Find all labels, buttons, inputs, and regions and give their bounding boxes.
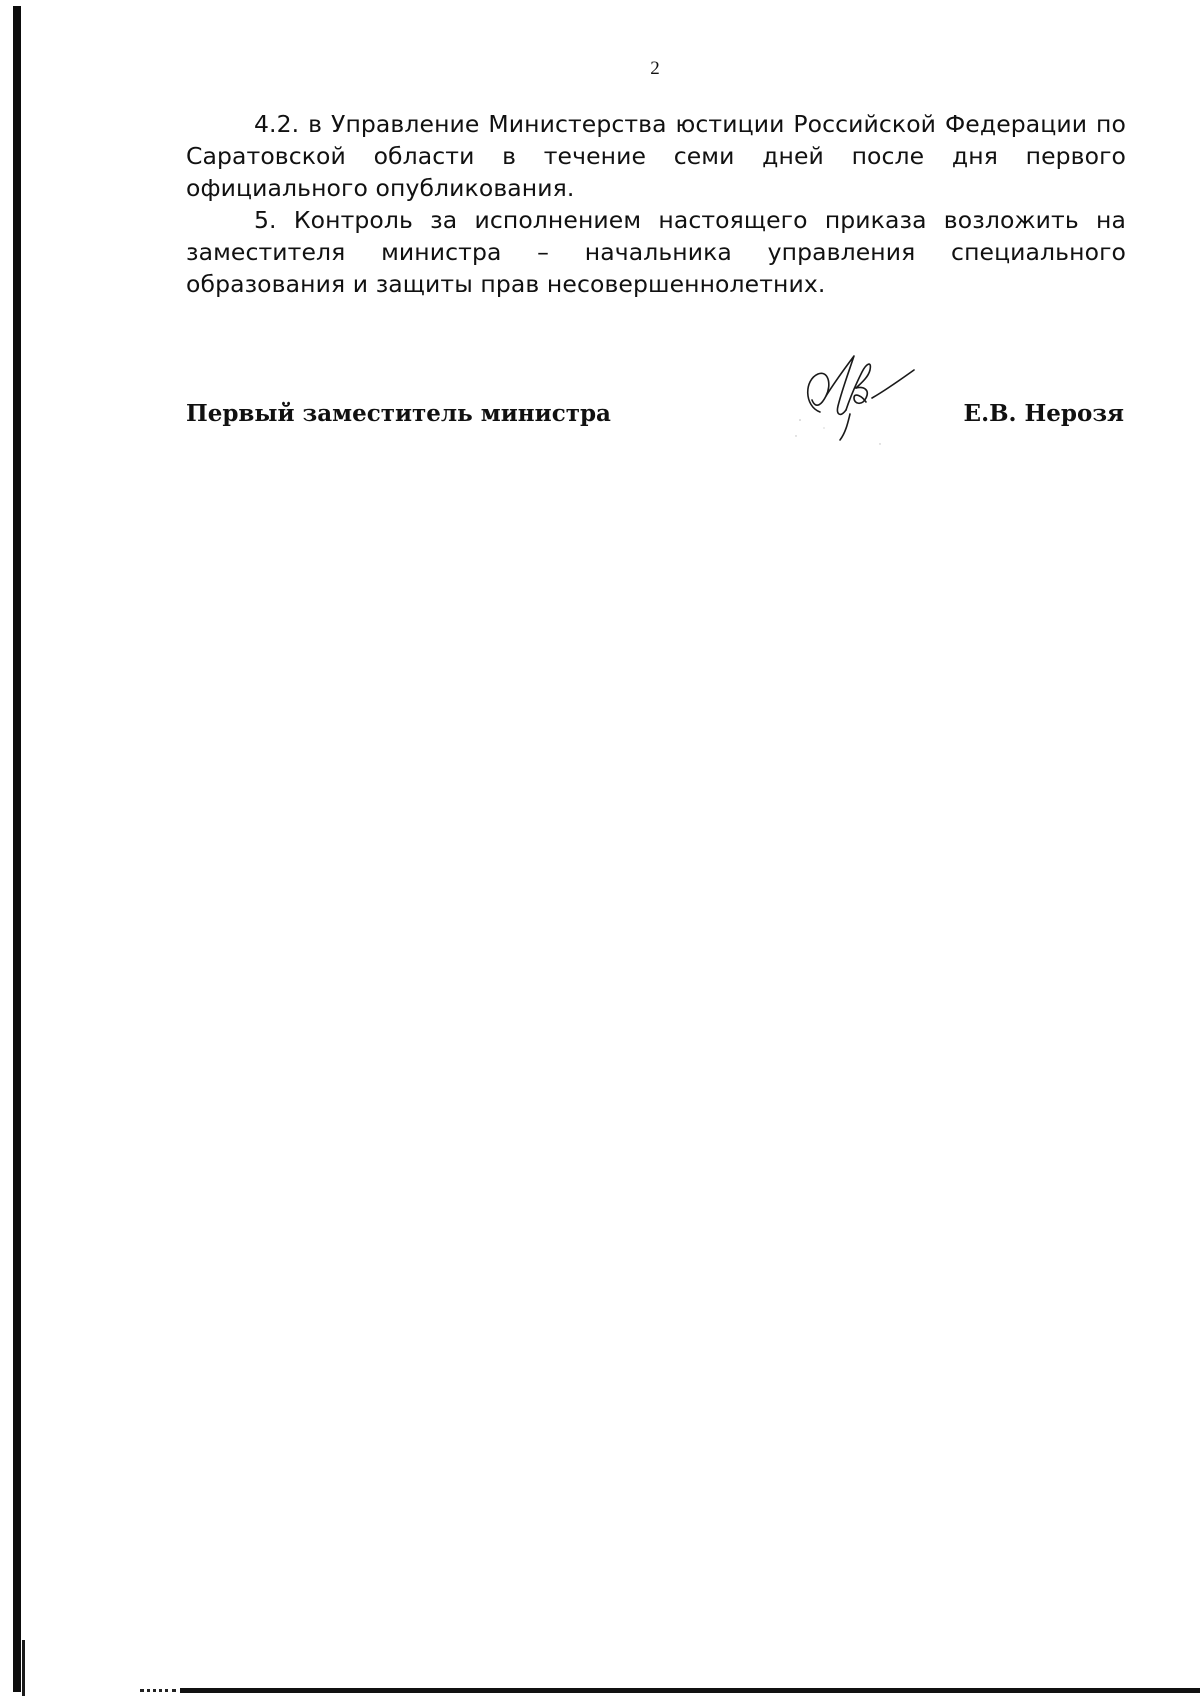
signatory-name: Е.В. Нерозя <box>963 400 1124 427</box>
document-body <box>186 108 1126 300</box>
scan-bottom-edge <box>180 1688 1200 1693</box>
signature-block <box>186 400 1124 440</box>
page-number: 2 <box>650 58 660 79</box>
scan-left-edge-shadow <box>22 1640 25 1696</box>
paragraph-5: 5. Контроль за исполнением настоящего приказа возложить на заместителя министра – начальника управления специального образования и защиты прав несовершеннолетних. <box>186 206 1126 298</box>
scan-left-edge <box>13 6 21 1692</box>
signatory-position: Первый заместитель министра <box>186 400 611 427</box>
scan-bottom-dots <box>140 1689 176 1695</box>
handwritten-signature <box>790 340 930 450</box>
paragraph-4-2: 4.2. в Управление Министерства юстиции Российской Федерации по Саратовской области в течение семи дней после дня первого официального опубликования. <box>186 110 1126 202</box>
